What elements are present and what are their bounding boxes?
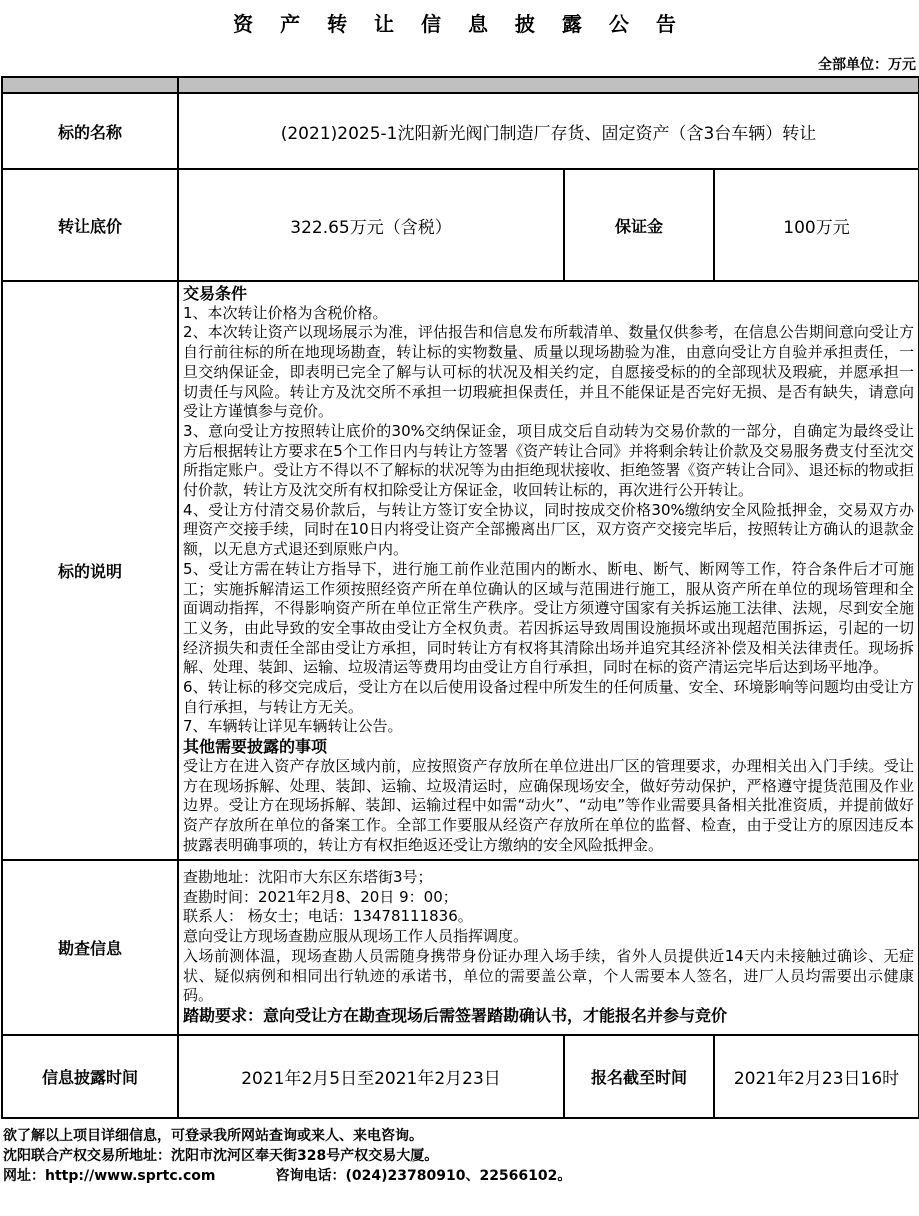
desc-paragraph: 受让方在进入资产存放区域内前，应按照资产存放所在单位进出厂区的管理要求，办理相关出入门手续。受让方在现场拆解、处理、装卸、运输、垃圾清运时，应确保现场安全，做好劳动保护，严格遵守提货范围及作业边界。受让方在现场拆解、装卸、运输过程中如需“动火”、“动电”等作业需要具备相关批准资质，并提前做好资产存放所在单位的备案工作。全部工作要服从经资产存放所在单位的监督、检查，由于受让方的原因违反本披露表明确事项的，转让方有权拒绝返还受让方缴纳的安全风险抵押金。: [183, 756, 915, 854]
survey-value: [178, 860, 919, 1035]
desc-paragraph: 2、本次转让资产以现场展示为准，评估报告和信息发布所载清单、数量仅供参考，在信息公告期间意向受让方自行前往标的所在地现场勘查，转让标的实物数量、质量以现场勘验为准，由意向受让方自验并承担责任，一旦交纳保证金，即表明已完全了解与认可标的状况及相关约定，自愿接受标的的全部现状及瑕疵，并愿承担一切责任与风险。转让方及沈交所不承担一切瑕疵担保责任，并且不能保证是否完好无损、是否有缺失，请意向受让方谨慎参与竞价。: [183, 323, 915, 421]
subject-name-label: 标的名称: [2, 93, 178, 169]
survey-row: [2, 860, 919, 1035]
deposit-label: 保证金: [564, 169, 714, 281]
disclosure-table: [1, 76, 919, 1119]
footer-line-address: 沈阳联合产权交易所地址：沈阳市沈河区奉天街328号产权交易大厦。: [3, 1148, 439, 1165]
signup-deadline-value: 2021年2月23日16时: [714, 1035, 919, 1118]
desc-paragraph: 1、本次转让价格为含税价格。: [183, 303, 388, 322]
price-value: 322.65万元（含税）: [178, 169, 564, 281]
survey-label: 勘查信息: [2, 860, 178, 1035]
desc-paragraph: 6、转让标的移交完成后，受让方在以后使用设备过程中所发生的任何质量、安全、环境影响等问题均由受让方自行承担，与转让方无关。: [183, 678, 915, 716]
subject-desc-label: 标的说明: [2, 281, 178, 860]
desc-heading-trade-conditions: 交易条件: [183, 284, 248, 303]
subject-desc-value: [178, 281, 919, 860]
unit-note: 全部单位：万元: [818, 57, 916, 73]
subject-name-value: (2021)2025-1沈阳新光阀门制造厂存货、固定资产（含3台车辆）转让: [178, 93, 919, 169]
footer-website: 网址：http://www.sprtc.com: [3, 1168, 216, 1185]
dates-row: [2, 1035, 919, 1118]
desc-paragraph: 5、受让方需在转让方指导下，进行施工前作业范围内的断水、断电、断气、断网等工作，符合条件后才可施工；实施拆解清运工作须按照经资产所在单位确认的区域与范围进行施工，服从资产所在单位的现场管理和全面调动指挥，不得影响资产所在单位正常生产秩序。受让方须遵守国家有关拆运施工法律、法规，尽到安全施工义务，由此导致的安全事故由受让方全权负责。若因拆运导致周围设施损坏或出现超范围拆运，引起的一切经济损失和责任全部由受让方承担，同时转让方有权将其清除出场并追究其经济补偿及相关法律责任。现场拆解、处理、装卸、运输、垃圾清运等费用均由受让方自行承担，同时在标的资产清运完毕后达到场平地净。: [183, 559, 915, 677]
header-cell-left: [2, 77, 178, 93]
price-label: 转让底价: [2, 169, 178, 281]
survey-time: 查勘时间：2021年2月8、20日 9：00；: [183, 887, 458, 906]
footer: [1, 1126, 918, 1186]
page-title: 资 产 转 让 信 息 披 露 公 告: [233, 12, 686, 36]
table-header-row: [2, 77, 919, 93]
footer-line-contact: [3, 1166, 918, 1186]
survey-address: 查勘地址：沈阳市大东区东塔街3号；: [183, 868, 433, 887]
disclosure-time-label: 信息披露时间: [2, 1035, 178, 1118]
desc-heading-other-disclosures: 其他需要披露的事项: [183, 737, 328, 757]
signup-deadline-label: 报名截至时间: [564, 1035, 714, 1118]
announcement-page: [0, 10, 919, 1186]
header-cell-right: [178, 77, 919, 93]
subject-name-row: [2, 93, 919, 169]
footer-line-info: 欲了解以上项目详细信息，可登录我所网站查询或来人、来电咨询。: [3, 1128, 423, 1145]
survey-covid-note: 入场前测体温，现场查勘人员需随身携带身份证办理入场手续，省外人员提供近14天内未接触过确诊、无症状、疑似病例和相同出行轨迹的承诺书，单位的需要盖公章，个人需要本人签名，进厂人员均需要出示健康码。: [183, 946, 915, 1005]
survey-note: 意向受让方现场查勘应服从现场工作人员指挥调度。: [183, 927, 529, 946]
disclosure-time-value: 2021年2月5日至2021年2月23日: [178, 1035, 564, 1118]
price-row: [2, 169, 919, 281]
survey-contact: 联系人： 杨女士；电话：13478111836。: [183, 907, 473, 926]
desc-paragraph: 3、意向受让方按照转让底价的30%交纳保证金，项目成交后自动转为交易价款的一部分，自确定为最终受让方后根据转让方要求在5个工作日内与转让方签署《资产转让合同》并将剩余转让价款及交易服务费支付至沈交所指定账户。受让方不得以不了解标的状况等为由拒绝现状接收、拒绝签署《资产转让合同》、退还标的物或拒付价款，转让方及沈交所有权扣除受让方保证金，收回转让标的，再次进行公开转让。: [183, 421, 915, 500]
subject-desc-row: [2, 281, 919, 860]
deposit-value: 100万元: [714, 169, 919, 281]
survey-requirement: 踏勘要求：意向受让方在勘查现场后需签署踏勘确认书，才能报名并参与竞价: [183, 1006, 728, 1025]
desc-paragraph: 4、受让方付清交易价款后，与转让方签订安全协议，同时按成交价格30%缴纳安全风险抵押金，交易双方办理资产交接手续，同时在10日内将受让资产全部搬离出厂区，双方资产交接完毕后，按照转让方确认的退款金额，以无息方式退还到原账户内。: [183, 500, 915, 559]
footer-phone: 咨询电话：(024)23780910、22566102。: [275, 1168, 572, 1185]
desc-paragraph: 7、车辆转让详见车辆转让公告。: [183, 717, 403, 736]
